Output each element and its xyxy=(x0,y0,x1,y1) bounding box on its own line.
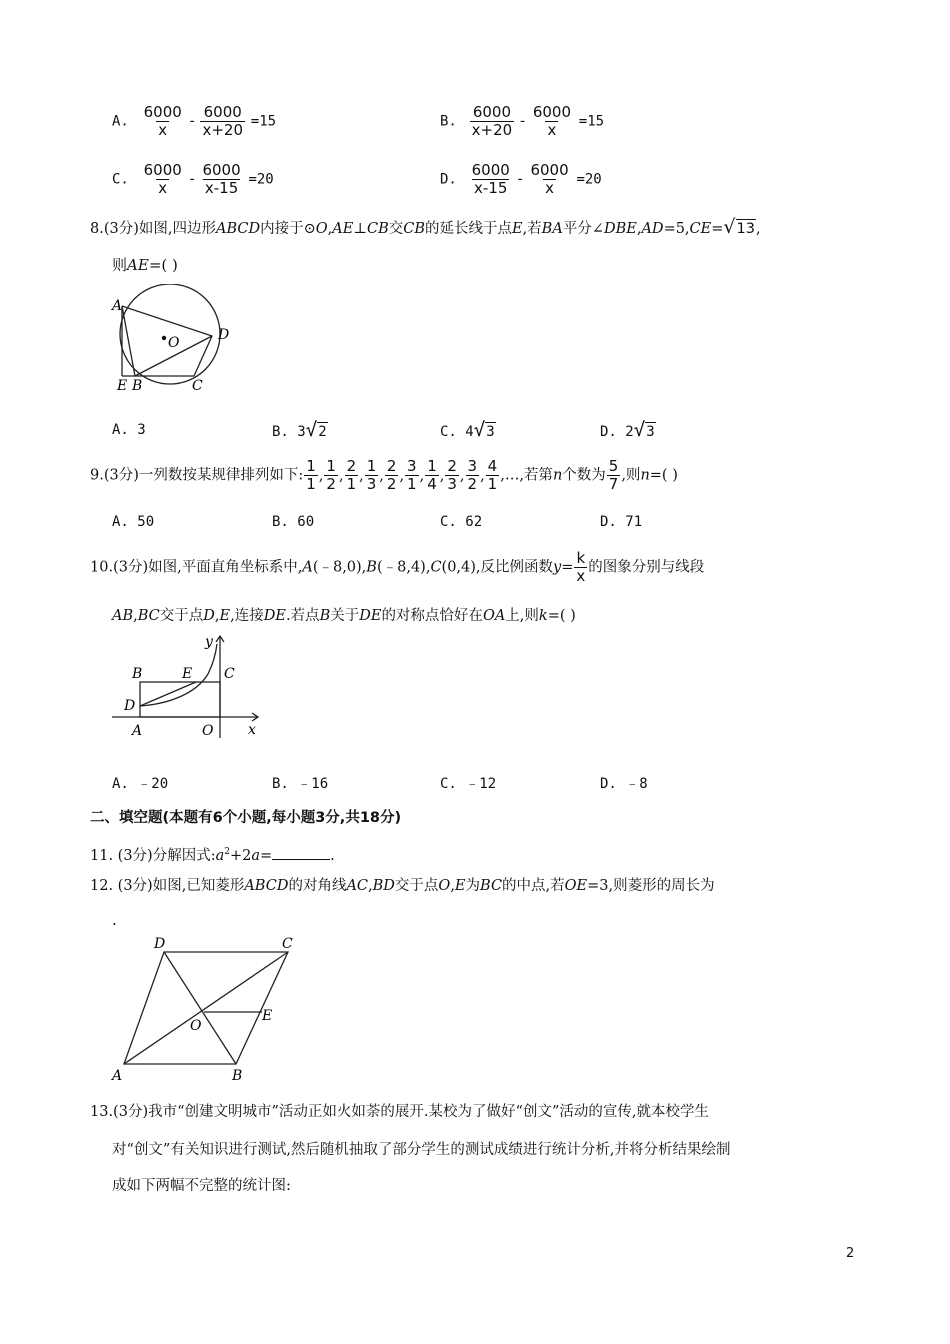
label-e: E xyxy=(262,1008,273,1024)
label-o: O xyxy=(202,723,214,739)
answer-blank xyxy=(272,845,330,860)
label-b: B xyxy=(132,378,143,394)
label-y: y xyxy=(205,634,213,650)
sequence-fraction: $\frac{1}{4}$ xyxy=(427,457,437,493)
label-a: A xyxy=(112,1068,123,1084)
q7-option-a: A. $\frac{6000}{x}$ - $\frac{6000}{x+20}$ =15 xyxy=(112,103,277,139)
label-e: E xyxy=(117,378,128,394)
label-b: B xyxy=(232,1068,243,1084)
q10-option-d: D. ﹣8 xyxy=(600,776,648,792)
label-a: A xyxy=(132,723,143,739)
q8-stem-line1: 8.(3分)如图,四边形ABCD内接于⊙O,AE⊥CB交CB的延长线于点E,若BA平分∠DBE,AD=5,CE=√13, xyxy=(90,216,761,238)
q12-stem: 12. (3分)如图,已知菱形ABCD的对角线AC,BD交于点O,E为BC的中点,若OE=3,则菱形的周长为 xyxy=(90,878,715,894)
center-point xyxy=(162,336,166,340)
label-d: D xyxy=(218,327,230,343)
q10-option-a: A. ﹣20 xyxy=(112,776,169,792)
sequence-fraction: $\frac{3}{1}$ xyxy=(407,457,417,493)
hyperbola-curve xyxy=(140,644,217,706)
page-number: 2 xyxy=(846,1246,855,1261)
label-c: C xyxy=(282,936,293,952)
label-c: C xyxy=(224,666,235,682)
q11-stem: 11. (3分)分解因式$:a^2+2a=$ . xyxy=(90,842,335,866)
label-o: O xyxy=(190,1018,202,1034)
q9-sequence: $\frac{1}{1}$ , $\frac{1}{2}$ , $\frac{2}{1}$ , $\frac{1}{3}$ , $\frac{2}{2}$ , $\frac{3}{1}$ , $\frac{1}{4}$ , $\frac{2}{3}$ , $\frac{3}{2}$ , $\frac{4}{1}$ xyxy=(306,457,498,493)
sequence-fraction: $\frac{4}{1}$ xyxy=(487,457,498,493)
q9-option-c: C. 62 xyxy=(440,514,483,530)
sequence-fraction: $\frac{3}{2}$ xyxy=(467,457,478,493)
q9-option-b: B. 60 xyxy=(272,514,315,530)
q10-coordinate-figure xyxy=(108,630,268,742)
q10-option-c: C. ﹣12 xyxy=(440,776,497,792)
quadrilateral-abcd xyxy=(122,306,212,376)
q9-stem: 9.(3分)一列数按某规律排列如下: $\frac{1}{1}$ , $\frac{1}{2}$ , $\frac{2}{1}$ , $\frac{1}{3}$ , $\frac{2}{2}$ , $\frac{3}{1}$ , $\frac{1}{4}$ , $\frac{2}{3}$ , $\frac{3}{2}$ , $\frac{4}{1}$ ,…,若第n个数为 $\frac{5}{7}$ ,则n=( ) xyxy=(90,457,678,493)
q13-line1: 13.(3分)我市“创建文明城市”活动正如火如荼的展开.某校为了做好“创文”活动的宣传,就本校学生 xyxy=(90,1104,709,1120)
option-label: D. xyxy=(440,171,457,188)
sequence-fraction: $\frac{1}{1}$ xyxy=(306,457,316,493)
option-label: C. xyxy=(112,171,129,188)
diagonal-bd xyxy=(164,952,236,1064)
q10-stem-line1: 10.(3分)如图,平面直角坐标系中,A(﹣8,0),B(﹣8,4),C(0,4),反比例函数y= $\frac{k}{x}$ 的图象分别与线段 xyxy=(90,549,705,585)
sequence-fraction: $\frac{1}{2}$ xyxy=(326,457,336,493)
q9-option-a: A. 50 xyxy=(112,514,155,530)
option-label: B. xyxy=(440,113,457,130)
sequence-fraction: $\frac{2}{3}$ xyxy=(447,457,457,493)
option-label: A. xyxy=(112,113,129,130)
sequence-fraction: $\frac{2}{2}$ xyxy=(386,457,397,493)
q8-option-b: B. 3√2 xyxy=(272,419,327,441)
q10-option-b: B. ﹣16 xyxy=(272,776,329,792)
label-o: O xyxy=(168,335,180,351)
q9-option-d: D. 71 xyxy=(600,514,643,530)
sequence-fraction: $\frac{1}{3}$ xyxy=(366,457,377,493)
label-d: D xyxy=(124,698,136,714)
q7-option-d: D. $\frac{6000}{x-15}$ - $\frac{6000}{x}$ =20 xyxy=(440,161,602,197)
segment-de xyxy=(140,682,196,706)
q10-stem-line2: AB,BC交于点D,E,连接DE.若点B关于DE的对称点恰好在OA上,则k=( ) xyxy=(112,608,576,624)
q8-circle-figure xyxy=(108,284,238,396)
section-title: 二、填空题(本题有6个小题,每小题3分,共18分) xyxy=(90,810,402,826)
q12-trailing-period: . xyxy=(112,911,117,929)
q12-rhombus-figure xyxy=(108,936,308,1086)
label-x: x xyxy=(248,722,256,738)
q8-option-a: A. 3 xyxy=(112,422,146,438)
q8-stem-line2: 则AE=( ) xyxy=(112,256,178,274)
label-c: C xyxy=(192,378,203,394)
q8-option-d: D. 2√3 xyxy=(600,419,655,441)
q13-line2: 对“创文”有关知识进行测试,然后随机抽取了部分学生的测试成绩进行统计分析,并将分析结果绘制 xyxy=(112,1142,731,1158)
q13-line3: 成如下两幅不完整的统计图: xyxy=(112,1178,291,1194)
label-d: D xyxy=(154,936,166,952)
label-b: B xyxy=(132,666,143,682)
q8-option-c: C. 4√3 xyxy=(440,419,495,441)
q7-option-c: C. $\frac{6000}{x}$ - $\frac{6000}{x-15}$ =20 xyxy=(112,161,274,197)
sequence-fraction: $\frac{2}{1}$ xyxy=(346,457,357,493)
rectangle-abco xyxy=(140,682,220,717)
label-e: E xyxy=(182,666,193,682)
q7-option-b: B. $\frac{6000}{x+20}$ - $\frac{6000}{x}$ =15 xyxy=(440,103,605,139)
label-a: A xyxy=(112,298,123,314)
